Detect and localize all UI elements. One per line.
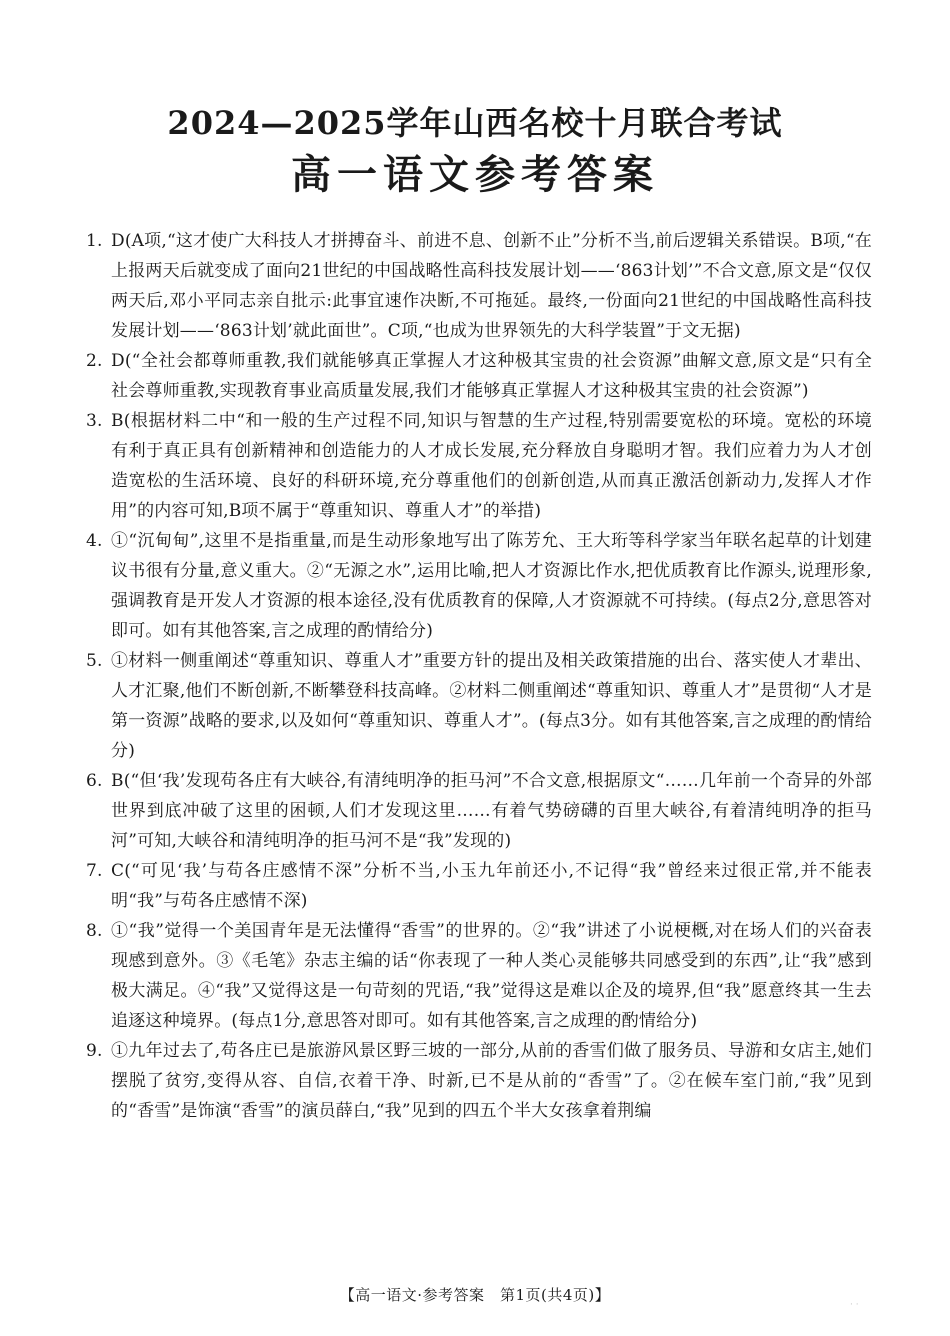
answer-text: B(“但‘我’发现苟各庄有大峡谷,有清纯明净的拒马河”不合文意,根据原文“……几年前一个奇异的外部世界到底冲破了这里的困顿,人们才发现这里……有着气势磅礴的百里大峡谷,有着清纯明净的拒马河”可知,大峡谷和清纯明净的拒马河不是“我”发现的) [111, 771, 872, 851]
answer-item-3 [86, 406, 872, 526]
answer-item-2 [86, 346, 872, 406]
answer-text: ①“沉甸甸”,这里不是指重量,而是生动形象地写出了陈芳允、王大珩等科学家当年联名起草的计划建议书很有分量,意义重大。②“无源之水”,运用比喻,把人才资源比作水,把优质教育比作源头,说理形象,强调教育是开发人才资源的根本途径,没有优质教育的保障,人才资源就不可持续。(每点2分,意思答对即可。如有其他答案,言之成理的酌情给分) [111, 531, 872, 641]
answer-text: ①“我”觉得一个美国青年是无法懂得“香雪”的世界的。②“我”讲述了小说梗概,对在场人们的兴奋表现感到意外。③《毛笔》杂志主编的话“你表现了一种人类心灵能够共同感受到的东西”,让“我”感到极大满足。④“我”又觉得这是一句苛刻的咒语,“我”觉得这是难以企及的境界,但“我”愿意终其一生去追逐这种境界。(每点1分,意思答对即可。如有其他答案,言之成理的酌情给分) [111, 921, 872, 1031]
answer-number: 1. [86, 231, 103, 251]
answer-text: ①九年过去了,苟各庄已是旅游风景区野三坡的一部分,从前的香雪们做了服务员、导游和女店主,她们摆脱了贫穷,变得从容、自信,衣着干净、时新,已不是从前的“香雪”了。②在候车室门前,“我”见到的“香雪”是饰演“香雪”的演员薛白,“我”见到的四五个半大女孩拿着荆编 [111, 1041, 872, 1121]
answer-number: 2. [86, 351, 103, 371]
answer-item-1 [86, 226, 872, 346]
answer-number: 4. [86, 531, 103, 551]
answer-text: ①材料一侧重阐述“尊重知识、尊重人才”重要方针的提出及相关政策措施的出台、落实使人才辈出、人才汇聚,他们不断创新,不断攀登科技高峰。②材料二侧重阐述“尊重知识、尊重人才”是贯彻“人才是第一资源”战略的要求,以及如何“尊重知识、尊重人才”。(每点3分。如有其他答案,言之成理的酌情给分) [111, 651, 872, 761]
answer-number: 7. [86, 861, 103, 881]
corner-mark: · · [850, 1300, 859, 1310]
answer-item-9 [86, 1036, 872, 1126]
exam-title: 2024—2025学年山西名校十月联合考试 [167, 104, 783, 142]
answer-item-4 [86, 526, 872, 646]
document-subtitle: 高一语文参考答案 [291, 152, 659, 198]
page-footer: 【高一语文·参考答案 第1页(共4页)】 [339, 1286, 611, 1304]
answer-number: 8. [86, 921, 103, 941]
answer-number: 9. [86, 1041, 103, 1061]
answer-item-7 [86, 856, 872, 916]
answer-number: 6. [86, 771, 103, 791]
answer-item-8 [86, 916, 872, 1036]
answer-text: D(A项,“这才使广大科技人才拼搏奋斗、前进不息、创新不止”分析不当,前后逻辑关系错误。B项,“在上报两天后就变成了面向21世纪的中国战略性高科技发展计划——‘863计划’”不合文意,原文是“仅仅两天后,邓小平同志亲自批示:此事宜速作决断,不可拖延。最终,一份面向21世纪的中国战略性高科技发展计划——‘863计划’就此面世”。C项,“也成为世界领先的大科学装置”于文无据) [111, 231, 873, 341]
answer-number: 3. [86, 411, 103, 431]
answer-text: D(“全社会都尊师重教,我们就能够真正掌握人才这种极其宝贵的社会资源”曲解文意,原文是“只有全社会尊师重教,实现教育事业高质量发展,我们才能够真正掌握人才这种极其宝贵的社会资源”) [111, 351, 872, 401]
answer-text: C(“可见‘我’与苟各庄感情不深”分析不当,小玉九年前还小,不记得“我”曾经来过很正常,并不能表明“我”与苟各庄感情不深) [111, 861, 872, 911]
answer-text: B(根据材料二中“和一般的生产过程不同,知识与智慧的生产过程,特别需要宽松的环境。宽松的环境有利于真正具有创新精神和创造能力的人才成长发展,充分释放自身聪明才智。我们应着力为人才创造宽松的生活环境、良好的科研环境,充分尊重他们的创新创造,从而真正激活创新动力,发挥人才作用”的内容可知,B项不属于“尊重知识、尊重人才”的举措) [111, 411, 872, 521]
answer-list [86, 226, 872, 1126]
answer-item-6 [86, 766, 872, 856]
answer-item-5 [86, 646, 872, 766]
answer-number: 5. [86, 651, 103, 671]
